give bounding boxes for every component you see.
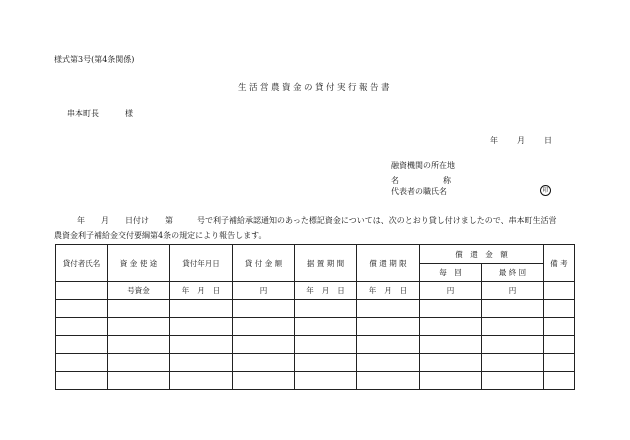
addressee: [67, 110, 133, 118]
table-cell: [357, 336, 420, 354]
table-cell: [233, 336, 295, 354]
lender-name-label-second: 称: [443, 176, 451, 185]
table-cell: [108, 300, 170, 318]
date-day: 日: [544, 136, 552, 145]
loan-date-month: 月: [197, 286, 205, 295]
table-row: [56, 300, 575, 318]
due-day: 日: [399, 286, 408, 295]
table-cell: [420, 372, 482, 390]
table-cell: [357, 354, 420, 372]
body-line-1: 年 月 日付け 第 号で利子補給承認通知のあった標記資金については、次のとおり貸し付けましたので、串本町生活営: [77, 216, 557, 225]
loan-date-year: 年: [181, 286, 190, 295]
loan-report-table: [55, 244, 575, 390]
due-month: 月: [384, 286, 392, 295]
table-cell: [544, 300, 575, 318]
header-per-installment: 毎 回: [420, 264, 482, 282]
cell-per-installment: 円: [420, 282, 482, 300]
table-cell: [482, 318, 544, 336]
table-cell: [357, 318, 420, 336]
header-purpose: 資 金 使 途: [108, 245, 170, 282]
table-cell: [56, 336, 108, 354]
due-year: 年: [368, 286, 377, 295]
table-cell: [544, 372, 575, 390]
cell-purpose: 号資金: [108, 282, 170, 300]
table-cell: [544, 318, 575, 336]
table-cell: [295, 318, 357, 336]
table-cell: [420, 318, 482, 336]
lender-address-label: 融資機関の所在地: [391, 161, 455, 170]
table-row: [56, 354, 575, 372]
lender-representative-label: 代表者の職氏名: [391, 187, 447, 196]
loan-date-day: 日: [212, 286, 221, 295]
date-year: 年: [490, 136, 498, 145]
table-cell: [233, 372, 295, 390]
cell-grace-period: [295, 282, 357, 300]
form-number: 様式第3号(第4条関係): [54, 55, 135, 64]
header-grace-period: 据 置 期 間: [295, 245, 357, 282]
table-cell: [233, 300, 295, 318]
report-body: [54, 213, 584, 243]
table-cell: [544, 354, 575, 372]
table-cell: [233, 354, 295, 372]
table-cell: [357, 300, 420, 318]
table-row: [56, 336, 575, 354]
cell-loan-date: [170, 282, 233, 300]
table-cell: [108, 372, 170, 390]
table-cell: [482, 372, 544, 390]
table-cell: [56, 300, 108, 318]
body-line-2: 農資金利子補給金交付要綱第4条の規定により報告します。: [54, 231, 267, 240]
header-amount: 貸 付 金 額: [233, 245, 295, 282]
table-cell: [482, 336, 544, 354]
seal-mark: 印: [540, 185, 551, 196]
table-cell: [170, 336, 233, 354]
grace-month: 月: [321, 286, 330, 295]
table-cell: [56, 372, 108, 390]
header-remarks: 備 考: [544, 245, 575, 282]
addressee-name: 串本町長: [67, 109, 99, 118]
table-cell: [295, 300, 357, 318]
table-cell: [482, 354, 544, 372]
date-month: 月: [517, 136, 525, 145]
table-cell: [170, 372, 233, 390]
header-borrower: 貸付者氏名: [56, 245, 108, 282]
report-date: [490, 137, 552, 145]
lender-name-label: [391, 177, 451, 185]
lender-name-label-first: 名: [391, 176, 399, 185]
table-cell: [108, 336, 170, 354]
table-cell: [295, 372, 357, 390]
cell-borrower: [56, 282, 108, 300]
table-cell: [544, 336, 575, 354]
table-cell: [56, 354, 108, 372]
cell-remarks: [544, 282, 575, 300]
table-cell: [170, 318, 233, 336]
table-row: [56, 282, 575, 300]
header-loan-date: 貸付年月日: [170, 245, 233, 282]
table-cell: [108, 354, 170, 372]
table-cell: [233, 318, 295, 336]
document-title: 生活営農資金の貸付実行報告書: [237, 83, 392, 93]
grace-day: 日: [337, 286, 345, 295]
table-cell: [420, 300, 482, 318]
table-cell: [295, 354, 357, 372]
header-final-installment: 最 終 回: [482, 264, 544, 282]
header-repayment-due: 償 還 期 限: [357, 245, 420, 282]
table-row: [56, 372, 575, 390]
table-cell: [482, 300, 544, 318]
table-cell: [170, 300, 233, 318]
header-repayment-amount: 償 還 金 額: [420, 245, 544, 264]
table-cell: [357, 372, 420, 390]
table-cell: [108, 318, 170, 336]
grace-year: 年: [306, 286, 314, 295]
table-cell: [420, 336, 482, 354]
cell-final-installment: 円: [482, 282, 544, 300]
table-cell: [56, 318, 108, 336]
cell-repayment-due: [357, 282, 420, 300]
table-cell: [170, 354, 233, 372]
table-cell: [295, 336, 357, 354]
table-cell: [420, 354, 482, 372]
addressee-suffix: 様: [125, 109, 133, 118]
table-row: [56, 318, 575, 336]
cell-amount: 円: [233, 282, 295, 300]
